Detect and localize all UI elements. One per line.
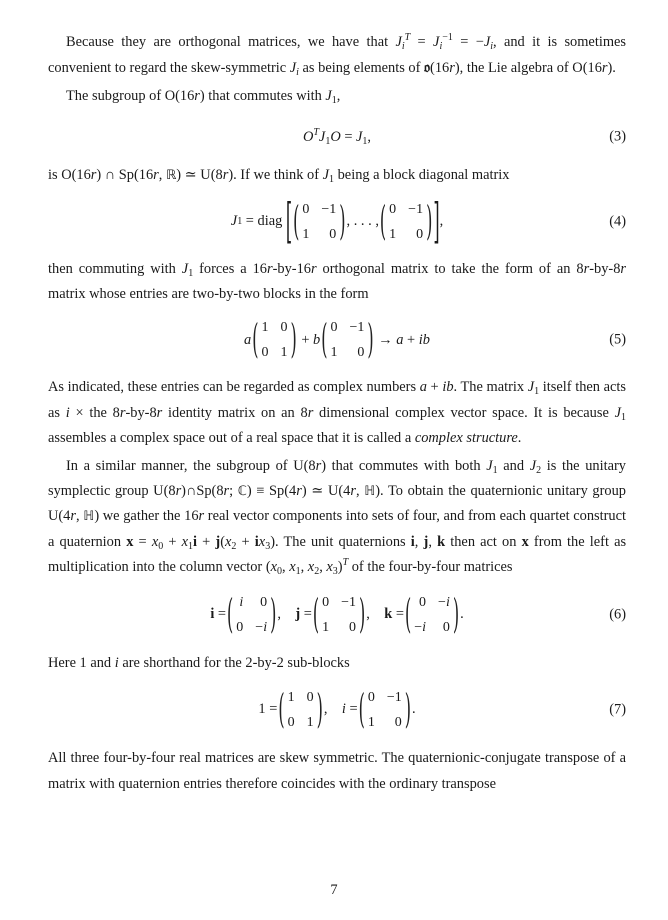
- equation-4-number: (4): [609, 212, 626, 229]
- equation-3-number: (3): [609, 128, 626, 145]
- matrix-j-block-1: ( 0 −1 1 0 ): [293, 196, 346, 245]
- equation-7-body: 1 = ( 1 0 0 1 ) , i = ( 0 −1 1 0 ) .: [258, 681, 415, 739]
- equation-6-number: (6): [609, 605, 626, 622]
- matrix-j-block-2: ( 0 −1 1 0 ): [379, 196, 433, 245]
- matrix-quaternion-j: ( 0 −1 1 0 ): [312, 589, 366, 638]
- equation-7: [48, 676, 626, 744]
- equation-4: [48, 189, 626, 255]
- equation-3-body: $O^TJ_1O = J_1$,: [302, 126, 372, 147]
- equation-3: [48, 113, 626, 161]
- paragraph-6: In a similar manner, the subgroup of U(8r) that commutes with both $J_1$ and $J_2$ is the unitary symplectic group U(8r)∩Sp(8r; ℂ) ≡ Sp(4r) ≃ U(4r, ℍ). To obtain the quaternionic unitary group U(4r, ℍ) we gather the 16r real vector components into sets of four, and from each quartet construct a quaternion $x = x_0 + x_1i + j(x_2 + ix_3)$. The unit quaternions i, j, k then act on x from the left as multiplication into the column vector ($x_0$, $x_1$, $x_2$, $x_3)^T$ of the four-by-four matrices: [48, 457, 627, 578]
- equation-5-number: (5): [609, 331, 626, 348]
- paragraph-2: The subgroup of O(16r) that commutes with $J_1$,: [66, 87, 341, 106]
- paragraph-4: then commuting with $J_1$ forces a 16r-by-16r orthogonal matrix to take the form of an 8r-by-8r matrix whose entries are two-by-two blocks in the form: [48, 260, 626, 303]
- matrix-quaternion-i: ( i 0 0 −i ): [227, 589, 277, 638]
- paragraph-7: Here 1 and i are shorthand for the 2-by-2 sub-blocks: [48, 654, 350, 671]
- matrix-quaternion-k: ( 0 −i −i 0 ): [404, 589, 460, 638]
- equation-4-body: J 1 = diag [ ( 0 −1 1 0 ) , . . . , ( 0 −1 1 0 ) ] ,: [230, 191, 444, 249]
- matrix-one-block: ( 1 0 0 1 ): [278, 685, 323, 733]
- page-number: 7: [330, 882, 338, 898]
- equation-7-number: (7): [609, 701, 626, 718]
- paragraph-3: is O(16r) ∩ Sp(16r, ℝ) ≃ U(8r). If we think of $J_1$ being a block diagonal matrix: [48, 167, 510, 186]
- matrix-i-block: ( 0 −1 1 0 ): [358, 685, 411, 733]
- equation-6: [48, 581, 626, 649]
- equation-5-body: a ( 1 0 0 1 ) + b ( 0 −1 1 0 ) → a + ib: [244, 311, 430, 369]
- equation-6-body: i = ( i 0 0 −i ) , j = ( 0 −1 1 0 ) , k = ( 0 −i −i 0 ) .: [210, 586, 463, 644]
- paragraph-5: As indicated, these entries can be regarded as complex numbers a + ib. The matrix $J_1$ itself then acts as i × the 8r-by-8r identity matrix on an 8r dimensional complex vector space. It is because $J_1$ assembles a complex space out of a real space that it is called a complex structure.: [48, 379, 627, 447]
- equation-5: [48, 307, 626, 373]
- matrix-identity: ( 1 0 0 1 ): [252, 315, 297, 363]
- paragraph-8: All three four-by-four real matrices are skew symmetric. The quaternionic-conjugate transpose of a matrix with quaternion entries therefore coincides with the ordinary transpose: [48, 750, 626, 792]
- page-body: [48, 30, 626, 797]
- matrix-rotation: ( 0 −1 1 0 ): [321, 315, 374, 363]
- paragraph-1: Because they are orthogonal matrices, we have that $J_i^T = J_i^{-1} = -J_i$, and it is sometimes convenient to regard the skew-symmetric $J_i$ as being elements of 𝔬(16r), the Lie algebra of O(16r).: [48, 32, 626, 79]
